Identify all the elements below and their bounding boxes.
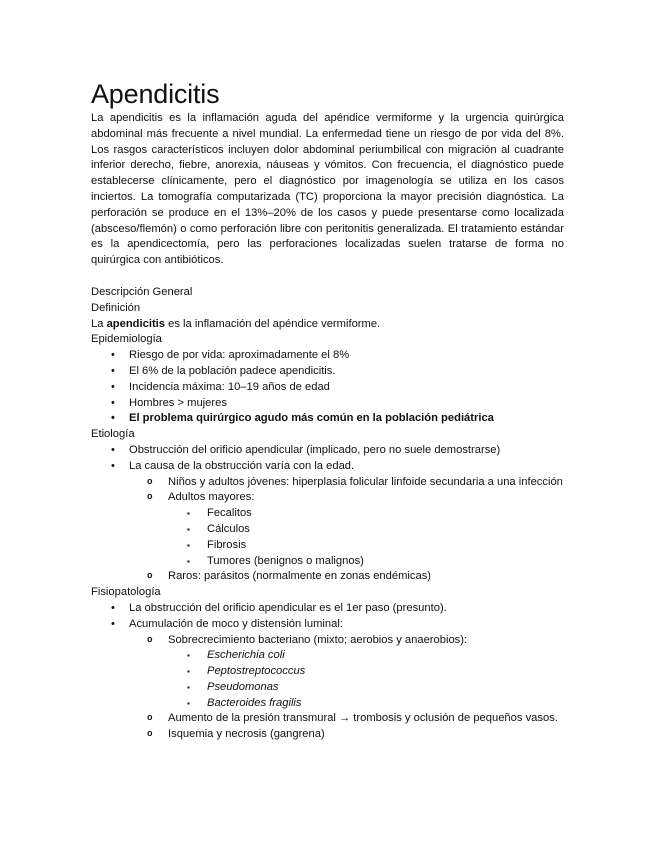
list-item: o Adultos mayores:	[91, 490, 564, 506]
list-item: ▪ Escherichia coli	[91, 648, 564, 664]
list-item: • Obstrucción del orificio apendicular (implicado, pero no suele demostrarse)	[91, 443, 564, 459]
pathophysiology-heading: Fisiopatología	[91, 586, 161, 599]
list-item: • El 6% de la población padece apendicitis.	[91, 364, 564, 380]
document-page	[91, 78, 564, 743]
definition-prefix: La	[91, 317, 107, 330]
list-item: ▪ Cálculos	[91, 522, 564, 538]
list-item: • La obstrucción del orificio apendicular es el 1er paso (presunto).	[91, 601, 564, 617]
list-item: o Niños y adultos jóvenes: hiperplasia folicular linfoide secundaria a una infección	[91, 475, 564, 491]
etiology-heading: Etiología	[91, 428, 135, 441]
etiology-list	[91, 443, 564, 475]
adult-causes-list	[91, 506, 564, 569]
list-item: • La causa de la obstrucción varía con la edad.	[91, 459, 564, 475]
list-item: ▪ Bacteroides fragilis	[91, 696, 564, 712]
list-item: o Sobrecrecimiento bacteriano (mixto; aerobios y anaerobios):	[91, 633, 564, 649]
list-item: ▪ Fecalitos	[91, 506, 564, 522]
list-item: o Isquemia y necrosis (gangrena)	[91, 727, 564, 743]
epidemiology-list	[91, 348, 564, 427]
etiology-sublist-rare	[91, 569, 564, 585]
definition-rest: es la inflamación del apéndice vermiforme.	[165, 317, 381, 330]
list-item: ▪ Peptostreptococcus	[91, 664, 564, 680]
list-item: o Raros: parásitos (normalmente en zonas endémicas)	[91, 569, 564, 585]
list-item: ▪ Pseudomonas	[91, 680, 564, 696]
pathophysiology-sublist-2	[91, 711, 564, 743]
list-item: • Hombres > mujeres	[91, 396, 564, 412]
list-item: • Incidencia máxima: 10–19 años de edad	[91, 380, 564, 396]
overview-heading: Descripción General	[91, 285, 193, 298]
list-item: • Acumulación de moco y distensión luminal:	[91, 617, 564, 633]
list-item: ▪ Fibrosis	[91, 538, 564, 554]
etiology-sublist	[91, 475, 564, 507]
list-item: o Aumento de la presión transmural → trombosis y oclusión de pequeños vasos.	[91, 711, 564, 727]
epidemiology-heading: Epidemiología	[91, 333, 162, 346]
pathophysiology-sublist	[91, 633, 564, 649]
list-item: • El problema quirúrgico agudo más común en la población pediátrica	[91, 411, 564, 427]
definition-text	[91, 317, 564, 333]
page-title: Apendicitis	[91, 79, 220, 109]
bacteria-list	[91, 648, 564, 711]
definition-term: apendicitis	[106, 317, 166, 330]
definition-heading: Definición	[91, 301, 141, 314]
intro-paragraph: La apendicitis es la inflamación aguda del apéndice vermiforme y la urgencia quirúrgica abdominal más frecuente a nivel mundial. La enfermedad tiene un riesgo de por vida del 8%. Los rasgos característicos incluyen dolor abdominal periumbilical con migración al cuadrante inferior derecho, fiebre, anorexia, náuseas y vómitos. Con frecuencia, el diagnóstico puede establecerse clínicamente, pero el diagnóstico por imagenología se utiliza en los casos inciertos. La tomografía computarizada (TC) proporciona la mayor precisión diagnóstica. La perforación se produce en el 13%–20% de los casos y puede presentarse como localizada (absceso/flemón) o como perforación libre con peritonitis generalizada. El tratamiento estándar es la apendicectomía, pero las perforaciones localizadas suelen tratarse de forma no quirúrgica con antibióticos.	[91, 112, 564, 267]
list-item: ▪ Tumores (benignos o malignos)	[91, 554, 564, 570]
pathophysiology-list	[91, 601, 564, 633]
list-item: • Riesgo de por vida: aproximadamente el 8%	[91, 348, 564, 364]
